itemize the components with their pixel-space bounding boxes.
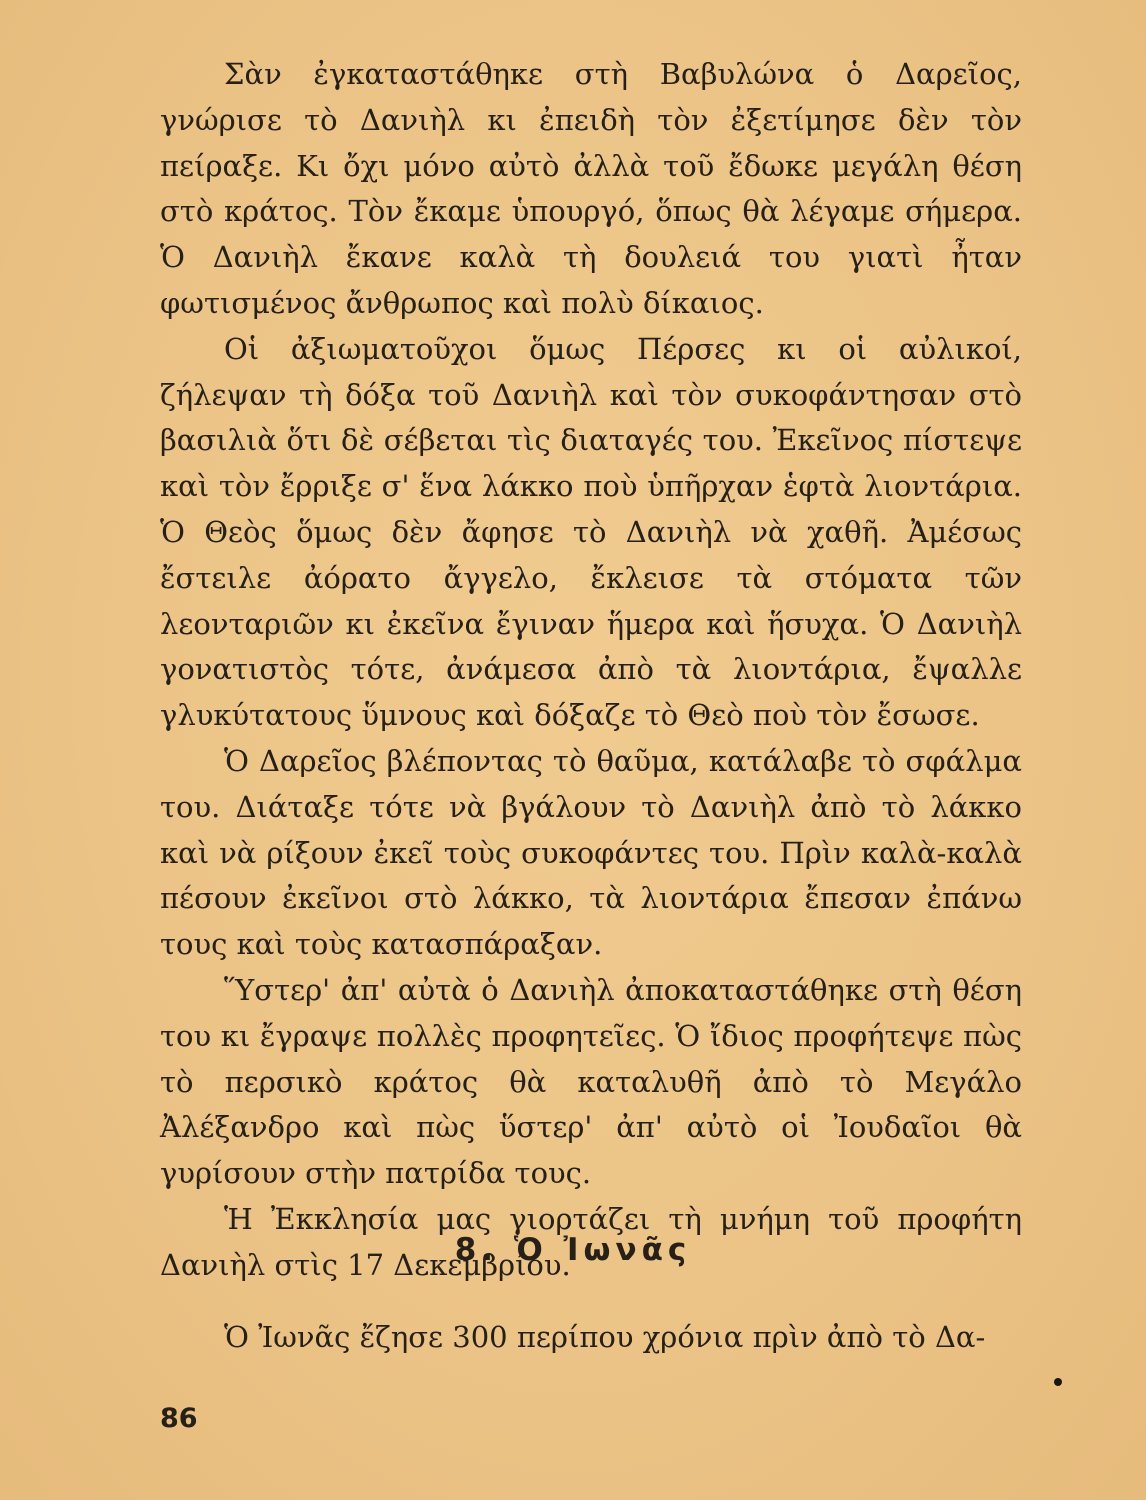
page-number: 86 [160, 1403, 198, 1434]
chapter-heading: 8. Ὁ Ἰωνᾶς [454, 1232, 692, 1268]
ink-speck [1054, 1378, 1062, 1386]
body-text [160, 52, 1022, 1289]
paragraph: Ὕστερ' ἀπ' αὐτὰ ὁ Δανιὴλ ἀποκαταστάθηκε στὴ θέση του κι ἔγραψε πολλὲς προφητεῖες. Ὁ ἴδιος προφήτεψε πὼς τὸ περσικὸ κράτος θὰ καταλυθῆ ἀπὸ τὸ Μεγάλο Ἀλέξανδρο καὶ πὼς ὕστερ' ἀπ' αὐτὸ οἱ Ἰουδαῖοι θὰ γυρίσουν στὴν πατρίδα τους. [160, 972, 1022, 1191]
paragraph: Σὰν ἐγκαταστάθηκε στὴ Βαβυλώνα ὁ Δαρεῖος, γνώρισε τὸ Δανιὴλ κι ἐπειδὴ τὸν ἐξετίμησε δὲν τὸν πείραξε. Κι ὄχι μόνο αὐτὸ ἀλλὰ τοῦ ἔδωκε μεγάλη θέση στὸ κράτος. Τὸν ἔκαμε ὑπουργό, ὅπως θὰ λέγαμε σήμερα. Ὁ Δανιὴλ ἔκανε καλὰ τὴ δουλειά του γιατὶ ἦταν φωτισμένος ἄνθρωπος καὶ πολὺ δίκαιος. [160, 57, 1022, 320]
paragraph: Ὁ Δαρεῖος βλέποντας τὸ θαῦμα, κατάλαβε τὸ σφάλμα του. Διάταξε τότε νὰ βγάλουν τὸ Δανιὴλ ἀπὸ τὸ λάκκο καὶ νὰ ρίξουν ἐκεῖ τοὺς συκοφάντες του. Πρὶν καλὰ-καλὰ πέσουν ἐκεῖνοι στὸ λάκκο, τὰ λιοντάρια ἔπεσαν ἐπάνω τους καὶ τοὺς κατασπάραξαν. [160, 743, 1022, 962]
next-chapter-paragraph: Ὁ Ἰωνᾶς ἔζησε 300 περίπου χρόνια πρὶν ἀπὸ τὸ Δα- [224, 1320, 986, 1354]
paragraph: Ἡ Ἐκκλησία μας γιορτάζει τὴ μνήμη τοῦ προφήτη Δανιὴλ στὶς 17 Δεκεμβρίου. [160, 1201, 1022, 1282]
paragraph: Οἱ ἀξιωματοῦχοι ὅμως Πέρσες κι οἱ αὐλικοί, ζήλεψαν τὴ δόξα τοῦ Δανιὴλ καὶ τὸν συκοφάντησαν στὸ βασιλιὰ ὅτι δὲ σέβεται τὶς διαταγές του. Ἐκεῖνος πίστεψε καὶ τὸν ἔρριξε σ' ἕνα λάκκο ποὺ ὑπῆρχαν ἑφτὰ λιοντάρια. Ὁ Θεὸς ὅμως δὲν ἄφησε τὸ Δανιὴλ νὰ χαθῆ. Ἀμέσως ἔστειλε ἀόρατο ἄγγελο, ἔκλεισε τὰ στόματα τῶν λεονταριῶν κι ἐκεῖνα ἔγιναν ἥμερα καὶ ἥσυχα. Ὁ Δανιὴλ γονατιστὸς τότε, ἀνάμεσα ἀπὸ τὰ λιοντάρια, ἔψαλλε γλυκύτατους ὕμνους καὶ δόξαζε τὸ Θεὸ ποὺ τὸν ἔσωσε. [160, 331, 1022, 733]
